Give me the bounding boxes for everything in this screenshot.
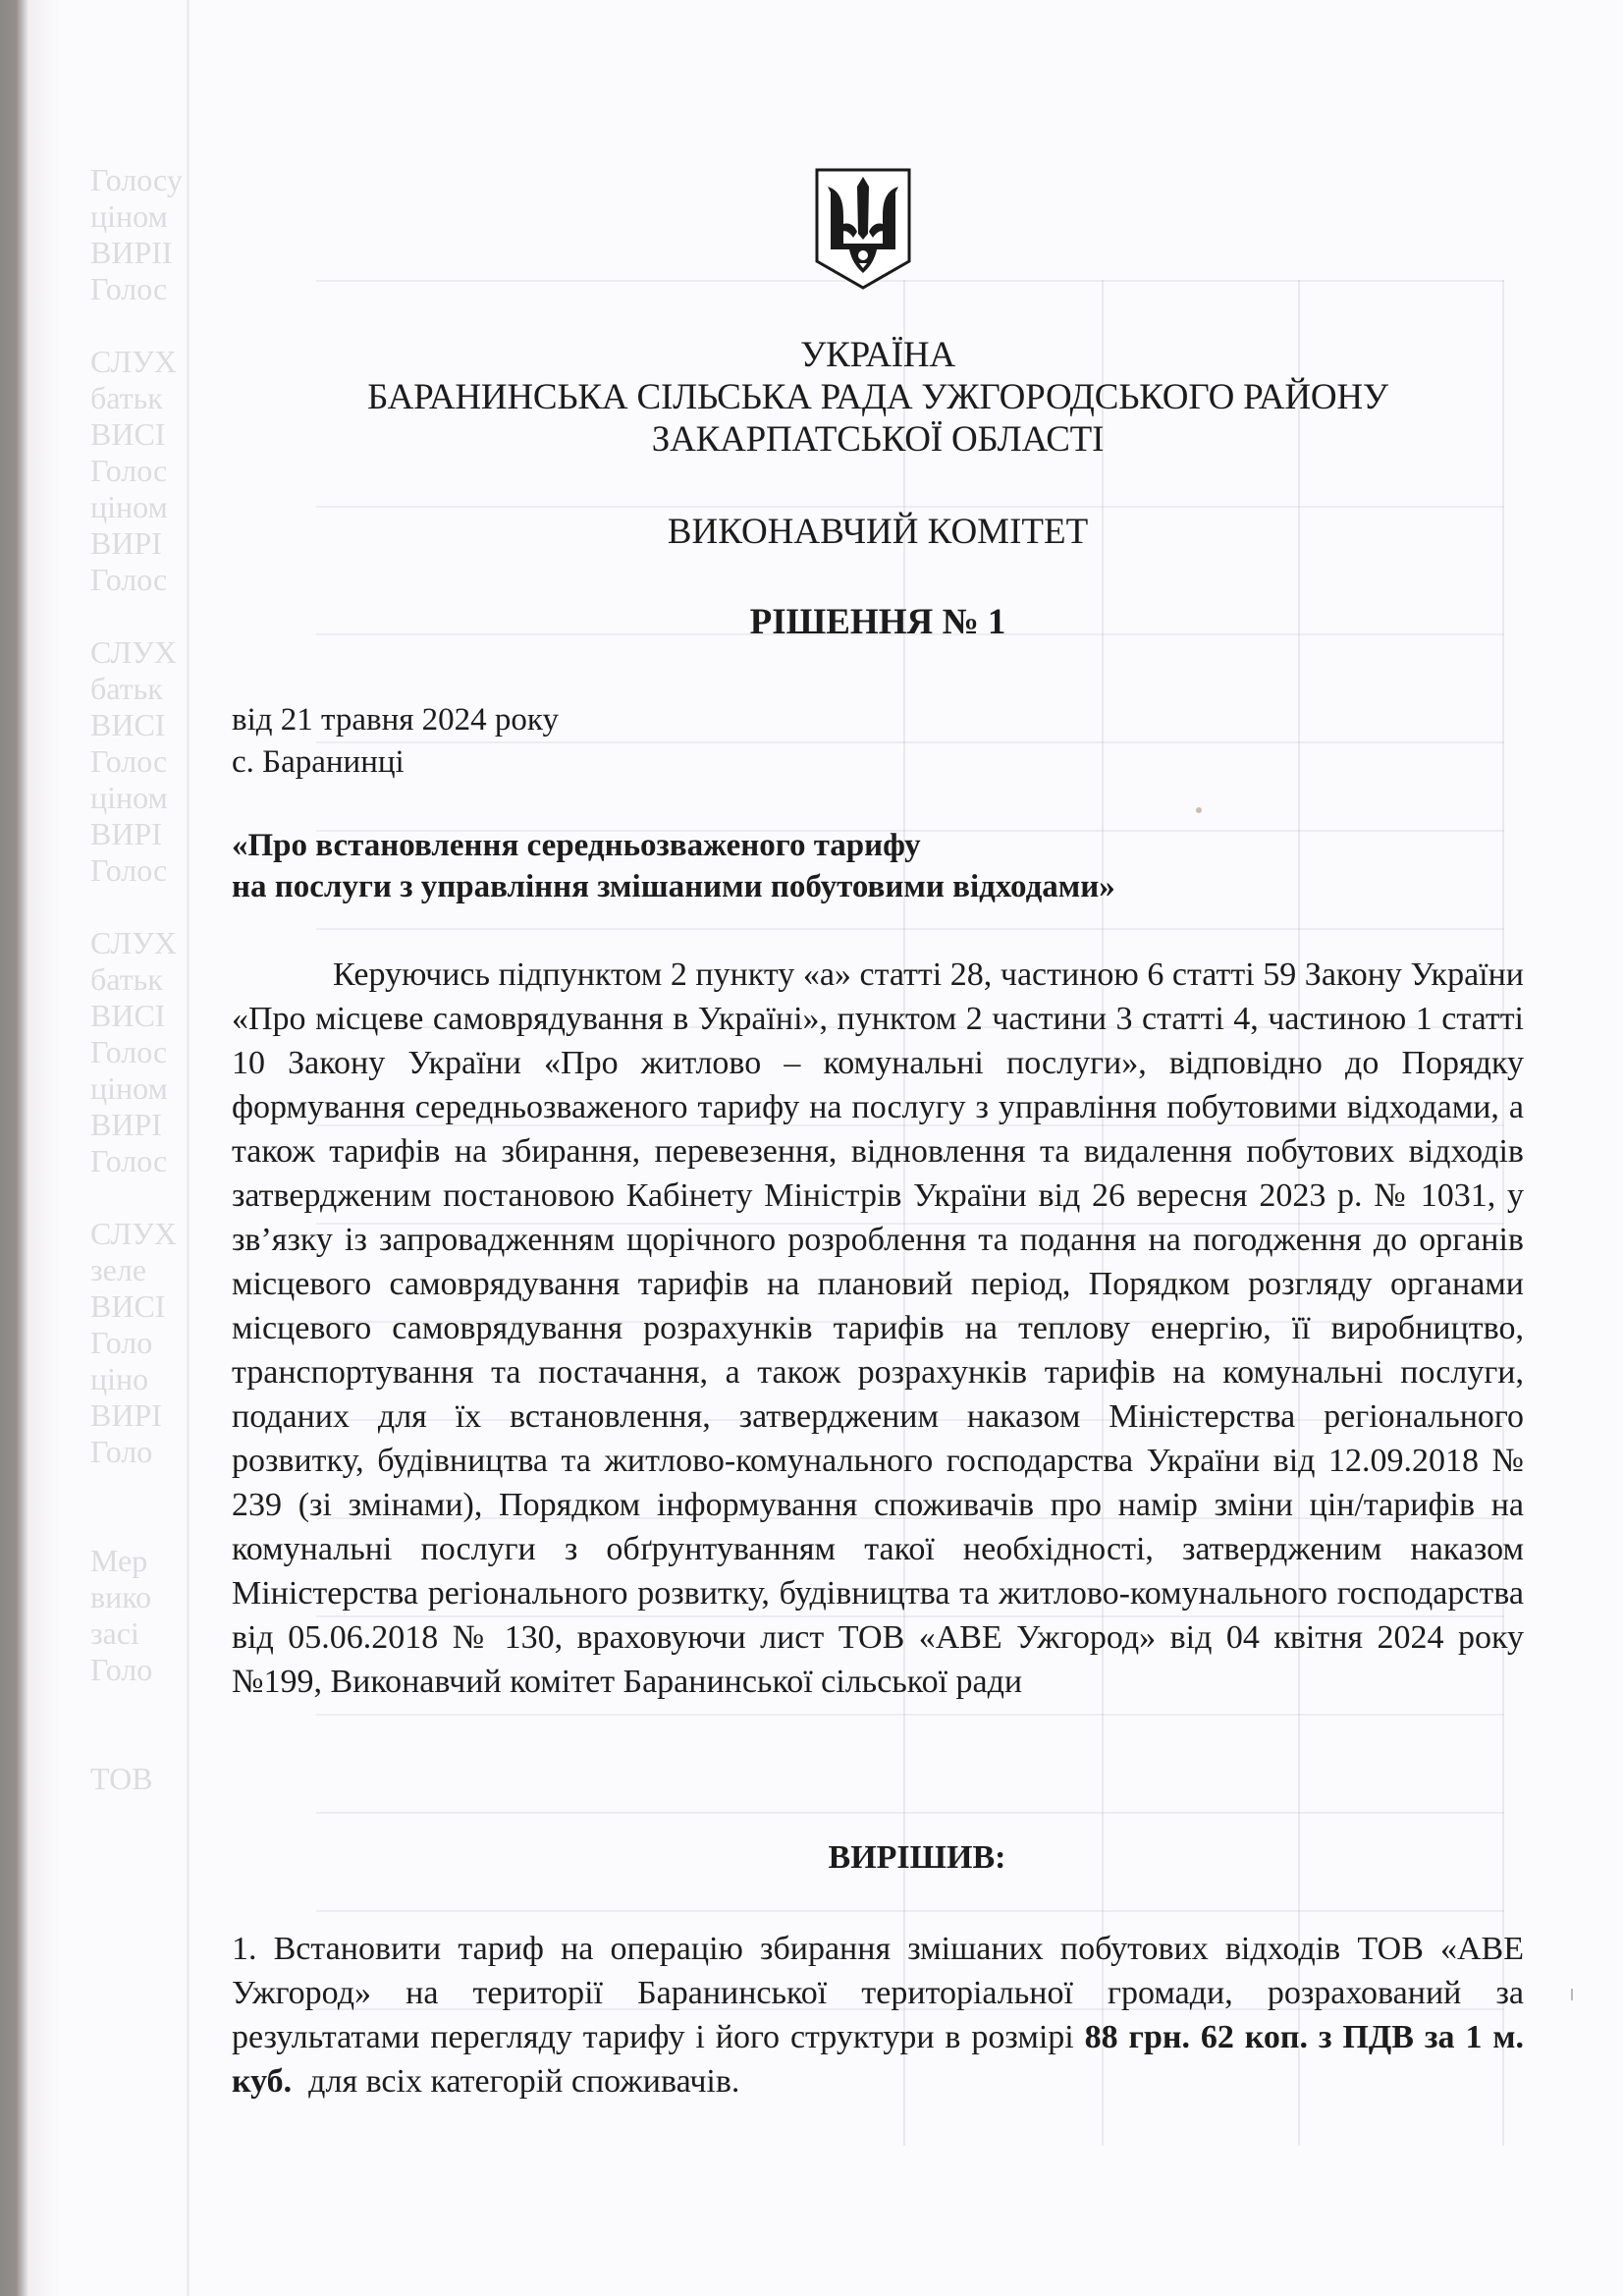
- item-1-text: 1. Встановити тариф на операцію збирання змішаних побутових відходів ТОВ «АВЕ Ужгород» на території Баранинської територіальної громади, розрахований за результатами перегляду тарифу і його структури в розмірі: [232, 1931, 1524, 2055]
- region-name: ЗАКАРПАТСЬКОЇ ОБЛАСТІ: [651, 419, 1105, 460]
- scan-speck: [1196, 807, 1202, 813]
- bleed-through-adjacent-page: Голосу ціном ВИРІІ Голос СЛУХ батьк ВИСІ Голос ціном ВИРІ Голос СЛУХ батьк ВИСІ Голос ціном ВИРІ Голос СЛУХ батьк ВИСІ Голос ціном ВИРІ Голос СЛУХ зеле ВИСІ Голо ціно ВИРІ Голо Мер вико засі Голо ТОВ: [90, 162, 183, 1796]
- item-1-tariff-amount: 88 грн. 62 коп. з ПДВ за 1 м. куб.: [232, 2019, 1524, 2100]
- scan-binding-shadow: [29, 0, 59, 2296]
- document-header: [232, 334, 1524, 461]
- resolution-item-1: [232, 1927, 1524, 2104]
- subject-line-1: «Про встановлення середньозваженого тарифу: [232, 828, 921, 863]
- page-fold-line: [187, 0, 189, 2296]
- scan-mark: [1571, 1989, 1573, 2000]
- decision-date: від 21 травня 2024 року: [232, 702, 559, 738]
- country-name: УКРАЇНА: [800, 335, 955, 375]
- trident-coat-of-arms-icon: [814, 167, 912, 291]
- subject-line-2: на послуги з управління змішаними побутовими відходами»: [232, 869, 1115, 904]
- item-1-tail: для всіх категорій споживачів.: [292, 2063, 740, 2100]
- decision-place: с. Баранинці: [232, 744, 405, 780]
- preamble-paragraph: Керуючись підпунктом 2 пункту «а» статті 28, частиною 6 статті 59 Закону України «Про місцеве самоврядування в Україні», пунктом 2 частини 3 статті 4, частиною 1 статті 10 Закону України «Про житлово – комунальні послуги», відповідно до Порядку формування середньозваженого тарифу на послугу з управління побутовими відходами, а також тарифів на збирання, перевезення, відновлення та видалення побутових відходів затвердженим постановою Кабінету Міністрів України від 26 вересня 2023 р. № 1031, у зв’язку із запровадженням щорічного розроблення та подання на погодження до органів місцевого самоврядування тарифів на плановий період, Порядком розгляду органами місцевого самоврядування розрахунків тарифів на теплову енергію, її виробництво, транспортування та постачання, а також розрахунків тарифів на комунальні послуги, поданих для їх встановлення, затвердженим наказом Міністерства регіонального розвитку, будівництва та житлово-комунального господарства України від 12.09.2018 № 239 (зі змінами), Порядком інформування споживачів про намір зміни цін/тарифів на комунальні послуги з обґрунтуванням такої необхідності, затвердженим наказом Міністерства регіонального розвитку, будівництва та житлово-комунального господарства від 05.06.2018 № 130, враховуючи лист ТОВ «АВЕ Ужгород» від 04 квітня 2024 року №199, Виконавчий комітет Баранинської сільської ради: [232, 957, 1524, 1700]
- decision-title: РІШЕННЯ № 1: [749, 602, 1006, 642]
- decision-subject: [232, 825, 1115, 907]
- committee-name: ВИКОНАВЧИЙ КОМІТЕТ: [667, 512, 1089, 552]
- resolved-heading: ВИРІШИВ:: [828, 1839, 1006, 1876]
- council-name: БАРАНИНСЬКА СІЛЬСЬКА РАДА УЖГОРОДСЬКОГО РАЙОНУ: [367, 377, 1388, 417]
- decision-meta: [232, 699, 559, 784]
- scan-binding-edge: [0, 0, 29, 2296]
